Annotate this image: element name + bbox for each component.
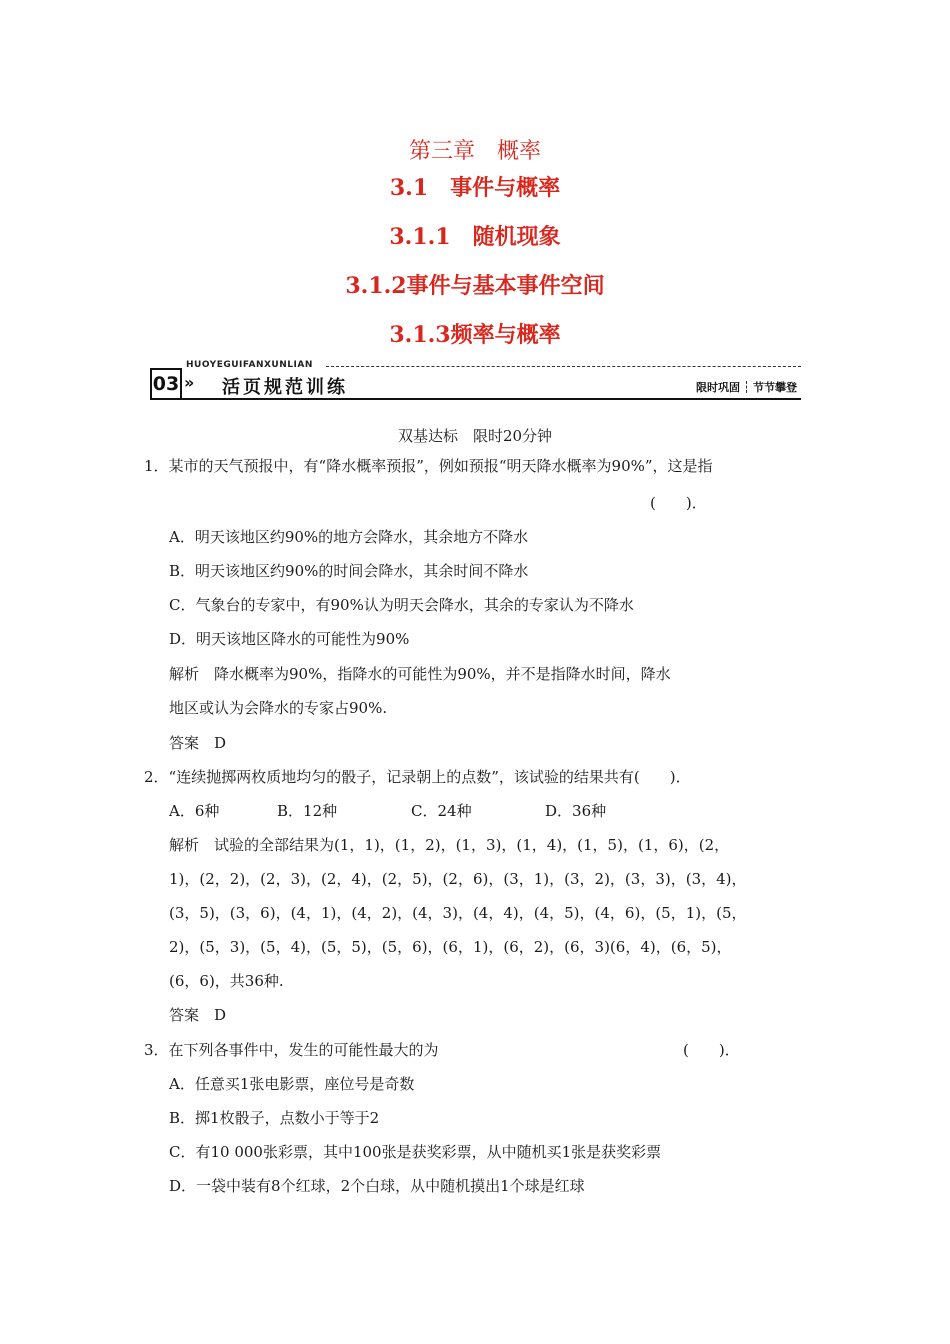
question-1-option-b: B．明天该地区约90%的时间会降水，其余时间不降水 [169,562,529,580]
question-1-option-a: A．明天该地区约90%的地方会降水，其余地方不降水 [169,528,529,546]
banner-title: 活页规范训练 [222,377,348,398]
banner-tag-right: 节节攀登 [753,381,797,394]
banner-number-badge: 03 [150,368,182,400]
question-2-analysis-line-1: 解析 试验的全部结果为(1，1)，(1，2)，(1，3)，(1，4)，(1，5)，(1，6)，(2， [169,836,730,854]
question-3-blank: ( )． [683,1041,740,1059]
question-2-answer: 答案 D [169,1006,227,1024]
question-2-option-c: C．24种 [411,802,472,820]
chapter-title: 第三章 概率 [408,139,541,164]
question-2-stem: 2．“连续抛掷两枚质地均匀的骰子，记录朝上的点数”，该试验的结果共有( )． [144,768,691,786]
question-1-option-c: C．气象台的专家中，有90%认为明天会降水，其余的专家认为不降水 [169,596,634,614]
question-2-option-d: D．36种 [545,802,607,820]
question-3-option-c: C．有10 000张彩票，其中100张是获奖彩票，从中随机买1张是获奖彩票 [169,1143,662,1161]
banner-tags [696,379,797,395]
chevron-right-icon: » [184,373,195,392]
question-2-analysis-line-4: 2)，(5，3)，(5，4)，(5，5)，(5，6)，(6，1)，(6，2)，(6，3)(6，4)，(6，5)， [169,938,732,956]
question-3-option-a: A．任意买1张电影票，座位号是奇数 [169,1075,415,1093]
exercise-subtitle: 双基达标 限时20分钟 [397,427,553,445]
subsection-title-1: 3.1.1 随机现象 [389,224,561,250]
question-1-analysis-line-1: 解析 降水概率为90%，指降水的可能性为90%，并不是指降水时间，降水 [169,665,671,683]
question-1-answer: 答案 D [169,734,227,752]
subsection-title-3: 3.1.3频率与概率 [389,322,561,348]
banner-pinyin: HUOYEGUIFANXUNLIAN [186,360,313,370]
banner-tag-separator [746,381,747,393]
question-2-option-b: B．12种 [277,802,338,820]
subsection-title-2: 3.1.2事件与基本事件空间 [345,273,605,299]
section-banner [150,360,801,400]
question-2-analysis-line-2: 1)，(2，2)，(2，3)，(2，4)，(2，5)，(2，6)，(3，1)，(3，2)，(3，3)，(3，4)， [169,870,747,888]
question-1-analysis-line-2: 地区或认为会降水的专家占90%. [169,699,388,717]
section-title: 3.1 事件与概率 [389,175,561,201]
banner-dashed-rule [326,366,801,367]
banner-rule [150,398,801,400]
question-3-stem: 3．在下列各事件中，发生的可能性最大的为 [144,1041,439,1059]
question-1-blank: ( )． [650,494,707,512]
question-2-analysis-line-3: (3，5)，(3，6)，(4，1)，(4，2)，(4，3)，(4，4)，(4，5)，(4，6)，(5，1)，(5， [169,904,747,922]
question-3-option-d: D．一袋中装有8个红球，2个白球，从中随机摸出1个球是红球 [169,1177,585,1195]
banner-tag-left: 限时巩固 [696,381,740,394]
question-3-option-b: B．掷1枚骰子，点数小于等于2 [169,1109,380,1127]
question-1-option-d: D．明天该地区降水的可能性为90% [169,630,410,648]
question-1-stem: 1．某市的天气预报中，有“降水概率预报”，例如预报“明天降水概率为90%”，这是指 [144,457,713,475]
question-2-option-a: A．6种 [169,802,220,820]
question-2-analysis-line-5: (6，6)，共36种. [169,972,284,990]
